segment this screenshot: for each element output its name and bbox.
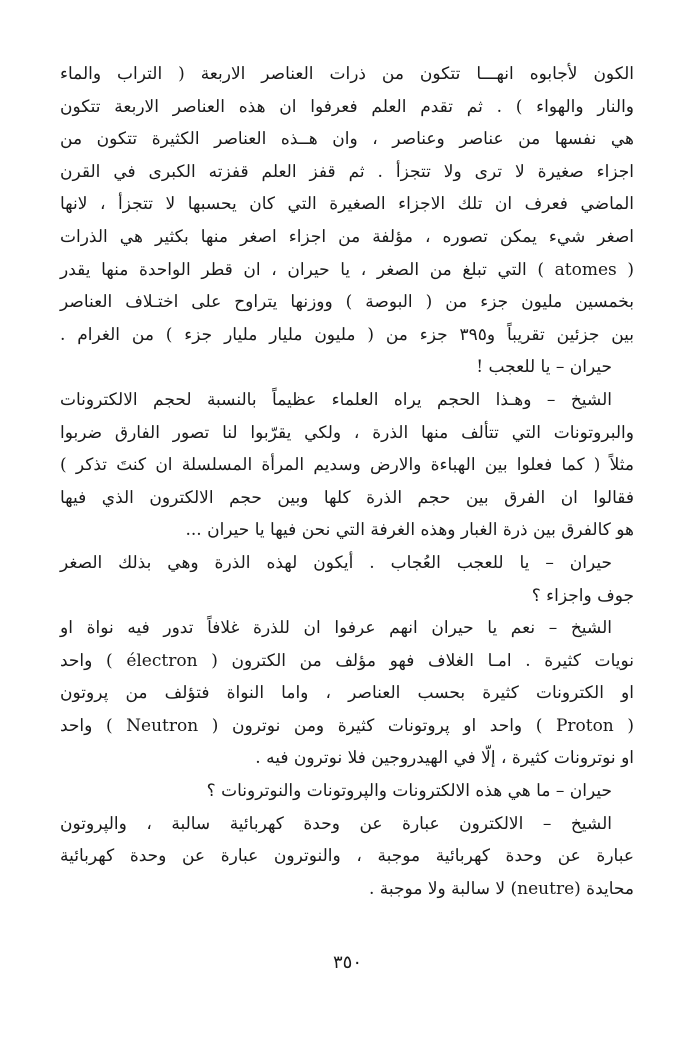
text-line: والنار والهواء ) . ثم تقدم العلم فعرفوا ان هذه العناصر الاربعة تتكون [60, 96, 634, 117]
text-line: او الكترونات كثيرة بحسب العناصر ، واما النواة فتؤلف من پروتون [60, 683, 634, 704]
dialogue-line-sheikh: الشيخ – نعم يا حيران انهم عرفوا ان للذرة غلافاً تدور فيه نواة او [60, 618, 612, 639]
text-line: عبارة عن وحدة كهربائية موجبة ، والنوترون عبارة عن وحدة كهربائية [60, 846, 634, 867]
text-line: الماضي فعرف ان تلك الاجزاء الصغيرة التي كان يحسبها لا تتجزأ ، لانها [60, 194, 634, 215]
text-line: هي نفسها من عناصر وعناصر ، وان هــذه العناصر الكثيرة تتكون من [60, 129, 634, 150]
text-line: اجزاء صغيرة لا ترى ولا تتجزأ . ثم قفز العلم قفزته الكبرى في القرن [60, 161, 634, 182]
text-line: بخمسين مليون جزء من ( البوصة ) ووزنها يتراوح على اختـلاف العناصر [60, 292, 634, 313]
dialogue-line-sheikh: الشيخ – وهـذا الحجم يراه العلماء عظيماً بالنسبة لحجم الالكترونات [60, 389, 612, 410]
dialogue-line-sheikh: الشيخ – الالكترون عبارة عن وحدة كهربائية سالبة ، والپروتون [60, 813, 612, 834]
text-line: او نوترونات كثيرة ، إلّا في الهيدروجين فلا نوترون فيه . [255, 748, 634, 769]
dialogue-line-hayran: حيران – ما هي هذه الالكترونات والپروتونات والنوترونات ؟ [206, 781, 612, 802]
text-line: محايدة (neutre) لا سالبة ولا موجبة . [369, 878, 634, 899]
page-number: ٣٥٠ [332, 952, 362, 973]
text-line: هو كالفرق بين ذرة الغبار وهذه الغرفة التي نحن فيها يا حيران ... [185, 520, 634, 541]
text-line: بين جزئين تقريباً و٣٩٥ جزء من ( مليون مليار مليار جزء ) من الغرام . [60, 324, 634, 345]
text-line: ( atomes ) التي تبلغ من الصغر ، يا حيران ، ان قطر الواحدة منها يقدر [60, 259, 634, 280]
text-line: والبروتونات التي تتألف منها الذرة ، ولكي يقرّبوا لنا تصور الفارق ضربوا [60, 422, 634, 443]
text-line: اصغر شيء يمكن تصوره ، مؤلفة من اجزاء اصغر منها بكثير هي الذرات [60, 226, 634, 247]
text-line: جوف واجزاء ؟ [531, 585, 634, 606]
text-line: ( Proton ) واحد او پروتونات كثيرة ومن نوترون ( Neutron ) واحد [60, 715, 634, 736]
text-line: نويات كثيرة . امـا الغلاف فهو مؤلف من الكترون ( électron ) واحد [60, 650, 634, 671]
dialogue-line-hayran: حيران – يا للعجب العُجاب . أيكون لهذه الذرة وهي بذلك الصغر [60, 552, 612, 573]
text-line: مثلاً ( كما فعلوا بين الهباءة والارض وسديم المرأة المسلسلة ان كنتَ تذكر ) [60, 455, 634, 476]
dialogue-line-hayran: حيران – يا للعجب ! [476, 357, 612, 378]
text-line: فقالوا ان الفرق بين حجم الذرة كلها وبين حجم الالكترون الذي فيها [60, 487, 634, 508]
text-line: الكون لأجابوه انهـــا تتكون من ذرات العناصر الاربعة ( التراب والماء [60, 64, 634, 84]
document-body [60, 58, 634, 905]
